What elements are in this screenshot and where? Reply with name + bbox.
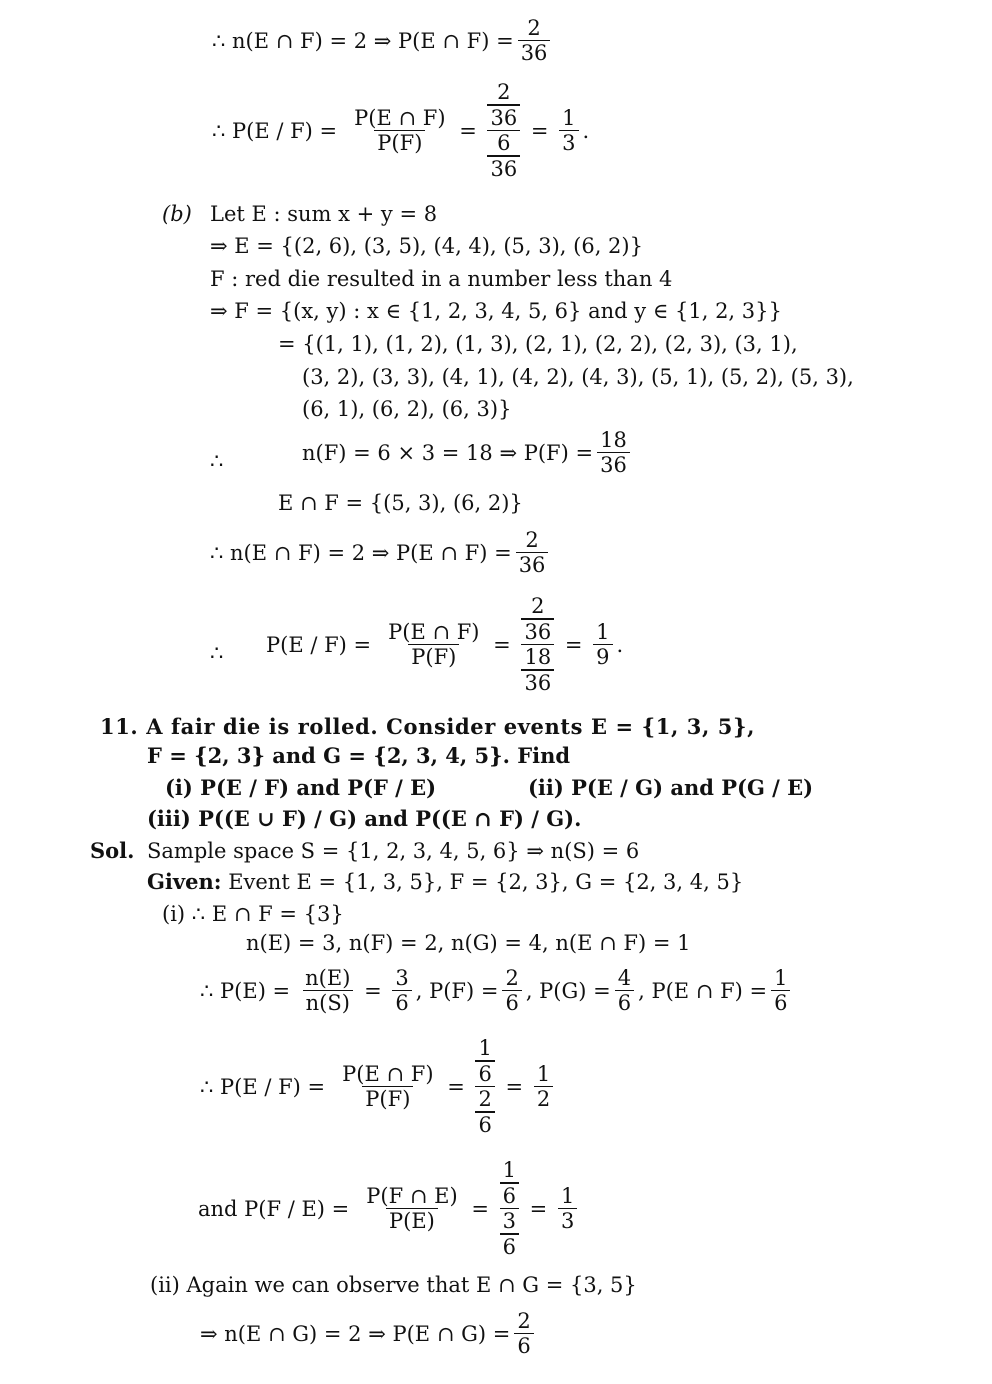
text-line: (3, 2), (3, 3), (4, 1), (4, 2), (4, 3), (5, 1), (5, 2), (5, 3), (302, 365, 854, 389)
question-part: (i) P(E / F) and P(F / E) (165, 775, 437, 800)
text-line: (6, 1), (6, 2), (6, 3)} (302, 397, 512, 421)
text-line: E ∩ F = {(5, 3), (6, 2)} (278, 491, 523, 515)
eq-p-f-given-e: and P(F / E) = $\frac{P(F \cap E)}{P(E)}$ = 1 6 3 6 = $\frac{1}{3}$ (198, 1158, 581, 1259)
text-line: ⇒ F = {(x, y) : x ∈ {1, 2, 3, 4, 5, 6} and y ∈ {1, 2, 3}} (210, 299, 782, 323)
text-line: ⇒ E = {(2, 6), (3, 5), (4, 4), (5, 3), (6, 2)} (210, 234, 643, 258)
fraction: $\frac{P(E \cap F)}{P(F)}$ (342, 1062, 434, 1111)
eq-n-e-and-f: ∴ n(E ∩ F) = 2 ⇒ P(E ∩ F) = $\frac{2}{36}$ (210, 528, 552, 577)
fraction: $\frac{P(F \cap E)}{P(E)}$ (366, 1184, 458, 1233)
fraction: $\frac{4}{6}$ (615, 966, 634, 1015)
eq-p-e-given-f: P(E / F) = $\frac{P(E \cap F)}{P(F)}$ = 2 36 18 36 = $\frac{1}{9}$ . (266, 594, 624, 695)
question-text: 11. A fair die is rolled. Consider events E = {1, 3, 5}, (100, 714, 756, 739)
text-line: F : red die resulted in a number less than 4 (210, 267, 673, 291)
fraction: $\frac{1}{2}$ (534, 1062, 553, 1111)
fraction: $\frac{2}{6}$ (502, 966, 521, 1015)
fraction: $\frac{2}{6}$ (514, 1309, 533, 1358)
eq-probabilities: ∴ P(E) = $\frac{n(E)}{n(S)}$ = $\frac{3}{6}$ , P(F) = $\frac{2}{6}$ , P(G) = $\frac{4}{6}$ , P(E ∩ F) = $\frac{1}{6}$ (200, 966, 794, 1015)
text-line: (i) ∴ E ∩ F = {3} (162, 902, 344, 926)
fraction: $\frac{1}{3}$ (558, 1184, 577, 1233)
eq-p-e-given-f: ∴ P(E / F) = $\frac{P(E \cap F)}{P(F)}$ = 2 36 6 36 = $\frac{1}{3}$ . (212, 80, 590, 181)
compound-fraction: 2 36 18 36 (521, 594, 554, 695)
fraction: $\frac{3}{6}$ (392, 966, 411, 1015)
compound-fraction: 2 36 6 36 (487, 80, 520, 181)
eq-n-f: n(F) = 6 × 3 = 18 ⇒ P(F) = $\frac{18}{36}$ (302, 428, 634, 477)
fraction: $\frac{1}{6}$ (771, 966, 790, 1015)
text-line: = {(1, 1), (1, 2), (1, 3), (2, 1), (2, 2), (2, 3), (3, 1), (278, 332, 798, 356)
eq-p-e-given-f: ∴ P(E / F) = $\frac{P(E \cap F)}{P(F)}$ = 1 6 2 6 = $\frac{1}{2}$ (200, 1036, 557, 1137)
therefore-symbol: ∴ (210, 641, 224, 665)
text-line: Let E : sum x + y = 8 (210, 202, 438, 226)
fraction: $\frac{P(E \cap F)}{P(F)}$ (388, 620, 480, 669)
eq-n-e-and-f: ∴ n(E ∩ F) = 2 ⇒ P(E ∩ F) = $\frac{2}{36}$ (212, 16, 554, 65)
text-line: Sample space S = {1, 2, 3, 4, 5, 6} ⇒ n(S) = 6 (147, 839, 640, 863)
part-label: (b) (162, 202, 192, 226)
fraction: $\frac{1}{9}$ (593, 620, 612, 669)
compound-fraction: 1 6 2 6 (475, 1036, 494, 1137)
fraction: $\frac{1}{3}$ (559, 106, 578, 155)
question-text: F = {2, 3} and G = {2, 3, 4, 5}. Find (147, 743, 571, 768)
solution-label: Sol. (90, 838, 135, 863)
text-line: n(E) = 3, n(F) = 2, n(G) = 4, n(E ∩ F) = 1 (246, 931, 691, 955)
given-line: Given: Event E = {1, 3, 5}, F = {2, 3}, G = {2, 3, 4, 5} (147, 869, 744, 894)
fraction: $\frac{n(E)}{n(S)}$ (302, 966, 353, 1015)
fraction: $\frac{2}{36}$ (516, 528, 549, 577)
fraction: $\frac{P(E \cap F)}{P(F)}$ (354, 106, 446, 155)
fraction: $\frac{18}{36}$ (597, 428, 630, 477)
fraction: $\frac{2}{36}$ (518, 16, 551, 65)
therefore-symbol: ∴ (210, 449, 224, 473)
compound-fraction: 1 6 3 6 (500, 1158, 519, 1259)
question-part: (ii) P(E / G) and P(G / E) (528, 775, 814, 800)
question-part: (iii) P((E ∪ F) / G) and P((E ∩ F) / G). (147, 806, 582, 831)
text-line: (ii) Again we can observe that E ∩ G = {3, 5} (150, 1273, 637, 1297)
eq-n-e-and-g: ⇒ n(E ∩ G) = 2 ⇒ P(E ∩ G) = $\frac{2}{6}$ (200, 1309, 538, 1358)
